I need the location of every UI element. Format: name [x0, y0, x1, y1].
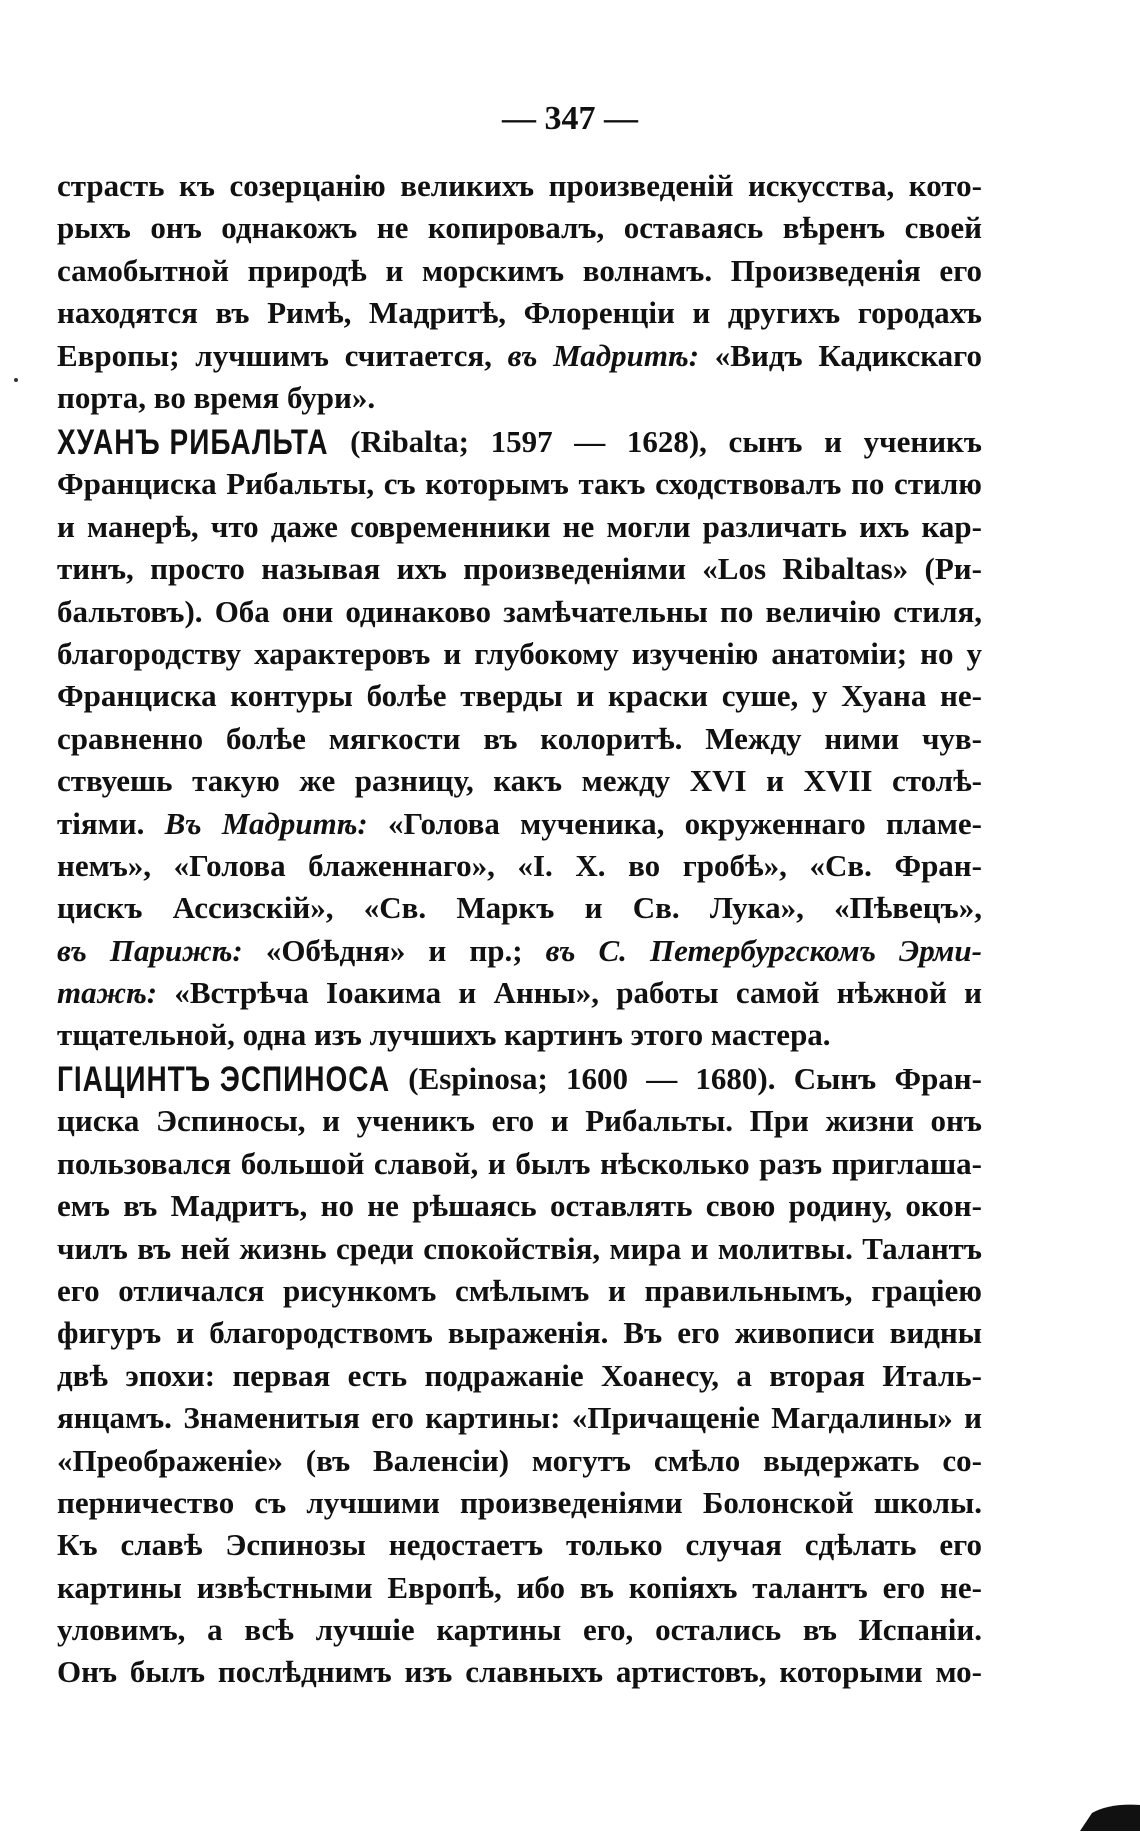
text-line: уловимъ, а всѣ лучшіе картины его, остались въ Испаніи.	[57, 1612, 982, 1648]
text-line: фигуръ и благородствомъ выраженія. Въ его живописи видны	[57, 1315, 982, 1351]
text-line: находятся въ Римѣ, Мадритѣ, Флоренціи и другихъ городахъ	[57, 295, 982, 331]
text-line: двѣ эпохи: первая есть подражаніе Хоанесу, а вторая Италь-	[57, 1357, 982, 1393]
entry-heading-line: ГІАЦИНТЪ ЭСПИНОСА (Espinosa; 1600 — 1680). Сынъ Фран-	[57, 1058, 982, 1100]
text-line: Европы; лучшимъ считается, въ Мадритѣ: «Видъ Кадикскаго	[57, 337, 982, 373]
text-line: цискъ Ассизскій», «Св. Маркъ и Св. Лука», «Пѣвецъ»,	[57, 890, 982, 926]
text-line: его отличался рисункомъ смѣлымъ и правильнымъ, граціею	[57, 1272, 982, 1308]
text-line: сравненно болѣе мягкости въ колоритѣ. Между ними чув-	[57, 720, 982, 756]
text-line: перничество съ лучшими произведеніями Болонской школы.	[57, 1484, 982, 1520]
location-italic: въ Парижѣ:	[57, 932, 243, 968]
stray-ink-dot	[14, 378, 18, 382]
location-italic: въ С. Петербургскомъ Эрми-	[545, 932, 982, 968]
artist-name: ХУАНЪ РИБАЛЬТА	[57, 422, 329, 462]
text-line: янцамъ. Знаменитыя его картины: «Причащеніе Магдалины» и	[57, 1400, 982, 1436]
text-line: Онъ былъ послѣднимъ изъ славныхъ артистовъ, которыми мо-	[57, 1654, 982, 1690]
text-line: въ Парижѣ: «Обѣдня» и пр.; въ С. Петербургскомъ Эрми-	[57, 932, 982, 968]
entry-heading-line: ХУАНЪ РИБАЛЬТА (Ribalta; 1597 — 1628), сынъ и ученикъ	[57, 421, 982, 463]
page-number: — 347 —	[502, 100, 638, 137]
text-line: и манерѣ, что даже современники не могли различать ихъ кар-	[57, 508, 982, 544]
text-line: емъ въ Мадритъ, но не рѣшаясь оставлять свою родину, окон-	[57, 1188, 982, 1224]
text-line: циска Эспиносы, и ученикъ его и Рибальты. При жизни онъ	[57, 1103, 982, 1139]
artist-name: ГІАЦИНТЪ ЭСПИНОСА	[57, 1059, 391, 1099]
text-line: Къ славѣ Эспинозы недостаетъ только случая сдѣлать его	[57, 1527, 982, 1563]
text-line: немъ», «Голова блаженнаго», «I. X. во гробѣ», «Св. Фран-	[57, 847, 982, 883]
text-line: ствуешь такую же разницу, какъ между XVI и XVII столѣ-	[57, 763, 982, 799]
text-line: тинъ, просто называя ихъ произведеніями «Los Ribaltas» (Ри-	[57, 551, 982, 587]
text-line: Франциска контуры болѣе тверды и краски суше, у Хуана не-	[57, 678, 982, 714]
text-line: Франциска Рибальты, съ которымъ такъ сходствовалъ по стилю	[57, 466, 982, 502]
text-line: картины извѣстными Европѣ, ибо въ копіяхъ талантъ его не-	[57, 1569, 982, 1605]
text-line: тажѣ: «Встрѣча Іоакима и Анны», работы самой нѣжной и	[57, 975, 982, 1011]
text-line: «Преображеніе» (въ Валенсіи) могутъ смѣло выдержать со-	[57, 1442, 982, 1478]
text-line: порта, во время бури».	[57, 379, 376, 415]
text-line: страсть къ созерцанію великихъ произведеній искусства, кото-	[57, 168, 982, 203]
text-line: чилъ въ ней жизнь среди спокойствія, мира и молитвы. Талантъ	[57, 1230, 982, 1266]
text-line: бальтовъ). Оба они одинаково замѣчательны по величію стиля,	[57, 593, 982, 629]
paragraph-continuation	[57, 165, 982, 419]
text-line: пользовался большой славой, и былъ нѣсколько разъ приглаша-	[57, 1145, 982, 1181]
location-italic: Въ Мадритѣ:	[164, 805, 368, 841]
text-line: рыхъ онъ однакожъ не копировалъ, оставаясь вѣренъ своей	[57, 210, 982, 246]
corner-ink-mark	[1080, 1803, 1140, 1831]
location-italic: тажѣ:	[57, 975, 158, 1011]
text-line: тщательной, одна изъ лучшихъ картинъ этого мастера.	[57, 1017, 831, 1053]
text-line: самобытной природѣ и морскимъ волнамъ. Произведенія его	[57, 252, 982, 288]
location-italic: въ Мадритѣ:	[507, 337, 700, 373]
text-line: тіями. Въ Мадритѣ: «Голова мученика, окруженнаго пламе-	[57, 805, 982, 841]
entry-juan-ribalta	[57, 421, 982, 1057]
entry-espinosa	[57, 1058, 982, 1694]
text-line: благородству характеровъ и глубокому изученію анатоміи; но у	[57, 635, 982, 671]
